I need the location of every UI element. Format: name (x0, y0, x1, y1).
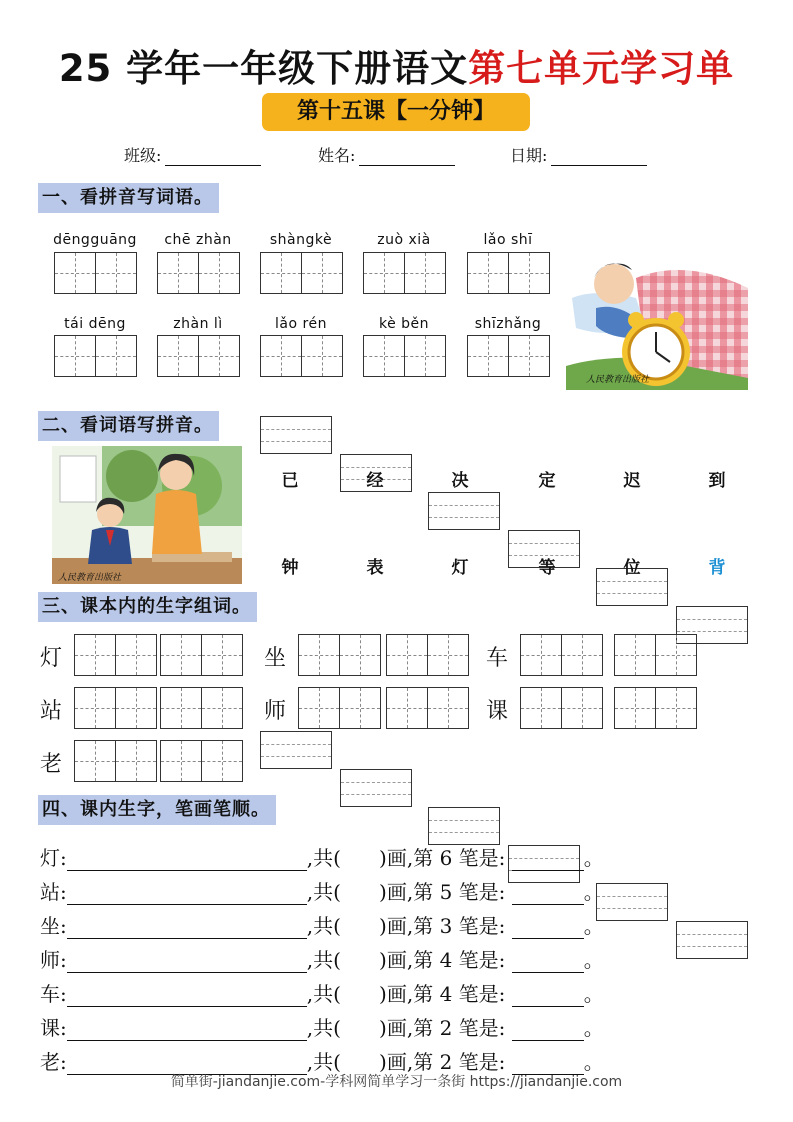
pinyin-box[interactable] (260, 731, 332, 769)
line-text: ,共( )画,第 6 笔是: (306, 846, 506, 870)
stroke-blank[interactable] (67, 884, 307, 905)
section2-heading: 二、看词语写拼音。 (38, 411, 219, 441)
stroke-order-line[interactable] (40, 842, 604, 871)
pinyin-label: tái dēng (64, 316, 126, 332)
word-grid[interactable] (386, 634, 469, 676)
class-field[interactable] (124, 143, 261, 166)
line-text: ,共( )画,第 5 笔是: (306, 880, 506, 904)
char-label: 师 (264, 699, 287, 724)
publisher-caption: 人民教育出版社 (58, 573, 122, 583)
word-char: 表 (366, 558, 384, 578)
word-char: 位 (623, 558, 641, 578)
pinyin-label: zhàn lì (173, 316, 223, 332)
stroke-blank[interactable] (67, 952, 307, 973)
word-grid[interactable] (74, 740, 157, 782)
char-label: 老 (40, 752, 63, 777)
line-end: 。 (583, 982, 604, 1006)
line-text: ,共( )画,第 4 笔是: (306, 948, 506, 972)
line-char: 车: (40, 982, 67, 1006)
pinyin-box[interactable] (340, 769, 412, 807)
word-grid[interactable] (160, 740, 243, 782)
stroke-order-line[interactable] (40, 944, 604, 973)
line-text: ,共( )画,第 2 笔是: (306, 1050, 506, 1074)
stroke-answer-blank[interactable] (512, 952, 584, 973)
date-label: 日期: (510, 146, 548, 165)
pinyin-box[interactable] (676, 921, 748, 959)
stroke-blank[interactable] (67, 850, 307, 871)
section3-heading: 三、课本内的生字组词。 (38, 592, 257, 622)
word-grid[interactable] (614, 687, 697, 729)
pinyin-label: lǎo rén (275, 316, 327, 332)
stroke-order-line[interactable] (40, 876, 604, 905)
word-char-highlight: 背 (708, 558, 726, 578)
word-grid[interactable] (298, 634, 381, 676)
stroke-order-line[interactable] (40, 910, 604, 939)
name-blank[interactable] (359, 149, 455, 166)
title-main: 25 学年一年级下册语文 (58, 47, 469, 90)
pinyin-box[interactable] (428, 492, 500, 530)
class-blank[interactable] (165, 149, 261, 166)
writing-grid[interactable] (260, 335, 343, 377)
line-end: 。 (583, 880, 604, 904)
footer-watermark: 简单街-jiandanjie.com-学科网简单学习一条街 https://jiandanjie.com (170, 1074, 623, 1090)
word-grid[interactable] (520, 634, 603, 676)
pinyin-label: kè běn (378, 316, 430, 332)
section4-heading: 四、课内生字，笔画笔顺。 (38, 795, 276, 825)
char-label: 站 (40, 699, 63, 724)
stroke-blank[interactable] (67, 1020, 307, 1041)
writing-grid[interactable] (467, 252, 550, 294)
line-end: 。 (583, 1016, 604, 1040)
stroke-order-line[interactable] (40, 1012, 604, 1041)
word-grid[interactable] (386, 687, 469, 729)
char-label: 车 (486, 646, 509, 671)
boy-sleeping-alarm-clock-illustration (566, 248, 748, 390)
line-end: 。 (583, 1050, 604, 1074)
teacher-and-student-illustration (52, 446, 242, 584)
stroke-blank[interactable] (67, 918, 307, 939)
stroke-answer-blank[interactable] (512, 884, 584, 905)
word-char: 定 (538, 471, 556, 491)
word-char: 钟 (281, 558, 299, 578)
pinyin-label: chē zhàn (164, 232, 232, 248)
word-char: 灯 (451, 558, 469, 578)
line-char: 师: (40, 948, 67, 972)
writing-grid[interactable] (54, 335, 137, 377)
stroke-order-line[interactable] (40, 978, 604, 1007)
line-char: 课: (40, 1016, 67, 1040)
pinyin-box[interactable] (260, 416, 332, 454)
line-end: 。 (583, 948, 604, 972)
stroke-answer-blank[interactable] (512, 918, 584, 939)
writing-grid[interactable] (157, 335, 240, 377)
line-text: ,共( )画,第 2 笔是: (306, 1016, 506, 1040)
date-field[interactable] (510, 143, 647, 166)
writing-grid[interactable] (467, 335, 550, 377)
writing-grid[interactable] (157, 252, 240, 294)
writing-grid[interactable] (363, 252, 446, 294)
line-end: 。 (583, 846, 604, 870)
stroke-blank[interactable] (67, 986, 307, 1007)
word-grid[interactable] (160, 634, 243, 676)
name-label: 姓名: (318, 146, 356, 165)
line-char: 灯: (40, 846, 67, 870)
word-char: 到 (708, 471, 726, 491)
word-grid[interactable] (160, 687, 243, 729)
line-text: ,共( )画,第 3 笔是: (306, 914, 506, 938)
stroke-answer-blank[interactable] (512, 1020, 584, 1041)
word-grid[interactable] (520, 687, 603, 729)
line-char: 坐: (40, 914, 67, 938)
word-char: 等 (538, 558, 556, 578)
pinyin-box[interactable] (428, 807, 500, 845)
writing-grid[interactable] (260, 252, 343, 294)
section1-heading: 一、看拼音写词语。 (38, 183, 219, 213)
name-field[interactable] (318, 143, 455, 166)
word-grid[interactable] (614, 634, 697, 676)
char-label: 灯 (40, 646, 63, 671)
teacher-student-icon (52, 446, 242, 584)
char-label: 课 (486, 699, 509, 724)
lesson-badge: 第十五课【一分钟】 (262, 93, 530, 131)
line-char: 站: (40, 880, 67, 904)
pinyin-box[interactable] (596, 883, 668, 921)
pinyin-label: dēngguāng (53, 232, 137, 248)
line-end: 。 (583, 914, 604, 938)
char-label: 坐 (264, 646, 287, 671)
writing-grid[interactable] (363, 335, 446, 377)
pinyin-label: shàngkè (269, 232, 333, 248)
stroke-answer-blank[interactable] (512, 986, 584, 1007)
word-char: 决 (451, 471, 469, 491)
pinyin-label: zuò xià (377, 232, 431, 248)
boy-sleeping-icon (566, 248, 748, 390)
class-label: 班级: (124, 146, 162, 165)
word-char: 迟 (623, 471, 641, 491)
writing-grid[interactable] (54, 252, 137, 294)
word-char: 已 (281, 471, 299, 491)
pinyin-label: lǎo shī (483, 232, 533, 248)
date-blank[interactable] (551, 149, 647, 166)
word-grid[interactable] (74, 634, 157, 676)
page-title (0, 38, 793, 92)
stroke-answer-blank[interactable] (512, 850, 584, 871)
word-grid[interactable] (298, 687, 381, 729)
line-text: ,共( )画,第 4 笔是: (306, 982, 506, 1006)
line-char: 老: (40, 1050, 67, 1074)
title-unit: 第七单元学习单 (468, 47, 735, 90)
word-char: 经 (366, 471, 384, 491)
pinyin-label: shīzhǎng (474, 316, 542, 332)
word-grid[interactable] (74, 687, 157, 729)
publisher-caption: 人民教育出版社 (586, 375, 650, 385)
